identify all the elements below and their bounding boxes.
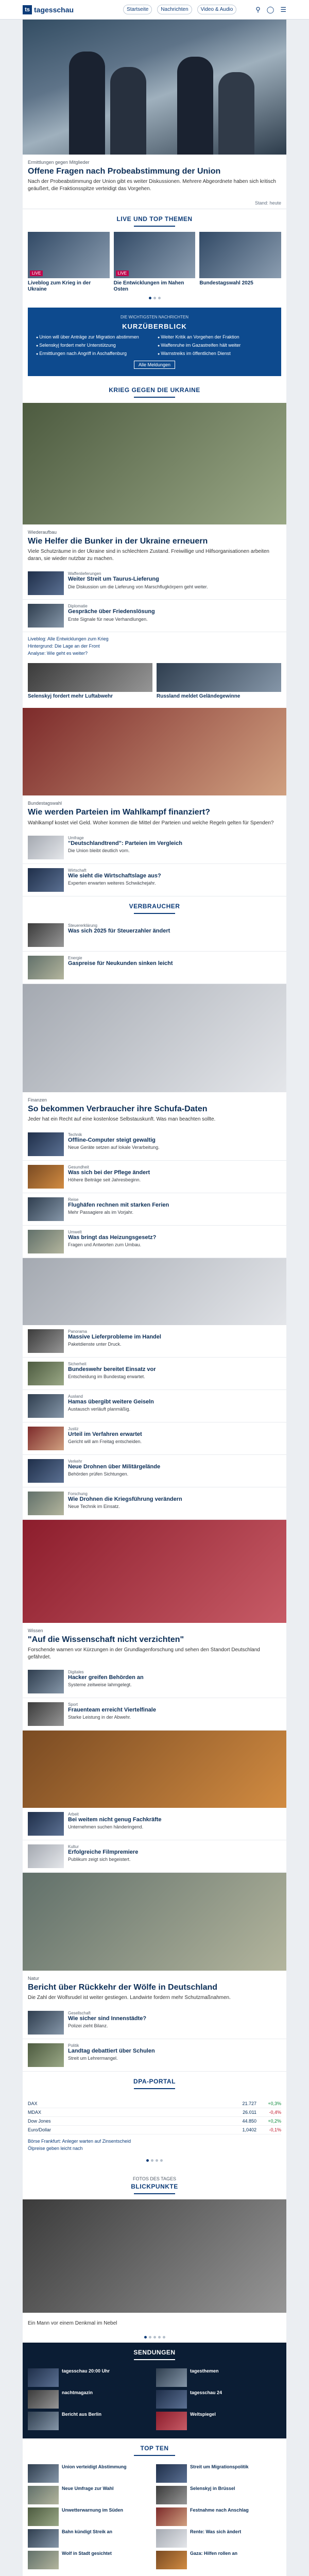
live-card-title: Die Entwicklungen im Nahen Osten xyxy=(113,280,184,293)
sendung-item[interactable]: Bericht aus Berlin xyxy=(28,2412,153,2430)
section-divider xyxy=(134,226,175,227)
section-divider xyxy=(134,2193,175,2194)
topten-title: TOP TEN xyxy=(140,2445,169,2452)
live-card[interactable] xyxy=(114,232,196,293)
kurz-sub: DIE WICHTIGSTEN NACHRICHTEN xyxy=(121,315,188,320)
ukraine-section-title: KRIEG GEGEN DIE UKRAINE xyxy=(109,386,200,394)
live-card-title: Bundestagswahl 2025 xyxy=(199,280,253,286)
user-icon[interactable]: ◯ xyxy=(266,5,274,13)
list-item[interactable]: Justiz Urteil im Verfahren erwartet Gericht will am Freitag entscheiden. xyxy=(23,1422,286,1455)
ukraine-two-col xyxy=(23,660,286,703)
list-item[interactable]: Gesellschaft Wie sicher sind Innenstädte? Polizei zieht Bilanz. xyxy=(23,2007,286,2039)
nav-nachrichten[interactable]: Nachrichten xyxy=(157,5,192,14)
top-nav xyxy=(123,5,236,14)
list-item[interactable]: Kultur Erfolgreiche Filmpremiere Publikum zeigt sich begeistert. xyxy=(23,1840,286,1873)
ukraine-links xyxy=(23,632,286,660)
feature-teaser: Wahlkampf kostet viel Geld. Woher kommen die Mittel der Parteien und welche Regeln gelten für Spenden? xyxy=(28,820,274,826)
kurz-item[interactable]: ● Selenskyj fordert mehr Unterstützung xyxy=(36,343,151,349)
ukraine-image[interactable] xyxy=(23,403,286,524)
live-cards xyxy=(23,232,286,293)
schufa-image[interactable] xyxy=(23,984,286,1092)
carousel-dots[interactable] xyxy=(23,2332,286,2343)
wissen-headline[interactable]: "Auf die Wissenschaft nicht verzichten" xyxy=(28,1635,184,1644)
dpa-section-title: DPA-PORTAL xyxy=(133,2077,176,2085)
topten-item[interactable]: Selenskyj in Brüssel xyxy=(156,2486,281,2504)
related-link[interactable]: Hintergrund: Die Lage an der Front xyxy=(28,643,100,649)
topten-item[interactable]: Unwetterwarnung im Süden xyxy=(28,2507,153,2526)
nature-headline[interactable]: Bericht über Rückkehr der Wölfe in Deutschland xyxy=(28,1983,218,1992)
list-item[interactable]: Umfrage "Deutschlandtrend": Parteien im Vergleich Die Union bleibt deutlich vorn. xyxy=(23,832,286,864)
list-item[interactable]: Technik Offline-Computer steigt gewaltig Neue Geräte setzen auf lokale Verarbeitung. xyxy=(23,1128,286,1161)
top-bar xyxy=(0,0,309,20)
list-item[interactable]: Umwelt Was bringt das Heizungsgesetz? Fragen und Antworten zum Umbau. xyxy=(23,1226,286,1258)
logo-mark: ts xyxy=(23,5,32,14)
section-divider xyxy=(134,397,175,398)
list-item[interactable]: Sicherheit Bundeswehr bereitet Einsatz vor Entscheidung im Bundestag erwartet. xyxy=(23,1358,286,1390)
list-item[interactable]: Arbeit Bei weitem nicht genug Fachkräfte Unternehmen suchen händeringend. xyxy=(23,1808,286,1840)
dpa-news[interactable]: Börse Frankfurt: Anleger warten auf Zinsentscheid xyxy=(28,2138,131,2144)
sendung-item[interactable]: tagesschau 24 xyxy=(156,2390,281,2409)
teaser-card[interactable]: Selenskyj fordert mehr Luftabwehr xyxy=(28,663,152,700)
dpa-news[interactable]: Ölpreise geben leicht nach xyxy=(28,2145,83,2151)
list-item[interactable]: Forschung Wie Drohnen die Kriegsführung verändern Neue Technik im Einsatz. xyxy=(23,1487,286,1520)
menu-icon[interactable]: ☰ xyxy=(280,5,286,13)
list-item[interactable]: Diplomatie Gespräche über Friedenslösung Erste Signale für neue Verhandlungen. xyxy=(23,600,286,632)
nav-startseite[interactable]: Startseite xyxy=(123,5,152,14)
hero-meta: Stand: heute xyxy=(23,197,286,209)
carousel-dots[interactable] xyxy=(28,2155,281,2166)
nav-video-audio[interactable]: Video & Audio xyxy=(197,5,237,14)
section-divider xyxy=(134,2088,175,2089)
kurz-item[interactable]: ● Ermittlungen nach Angriff in Aschaffenburg xyxy=(36,351,151,357)
ukraine-headline[interactable]: Wie Helfer die Bunker in der Ukraine erneuern xyxy=(28,537,208,546)
live-badge: LIVE xyxy=(30,270,43,276)
market-row[interactable]: DAX 21.727 +0,3% xyxy=(28,2099,281,2108)
topten-item[interactable]: Streit um Migrationspolitik xyxy=(156,2464,281,2483)
wissen-image[interactable] xyxy=(23,1520,286,1623)
blickpunkte-caption: Ein Mann vor einem Denkmal im Nebel xyxy=(28,2320,117,2326)
topten-item[interactable]: Bahn kündigt Streik an xyxy=(28,2529,153,2548)
thumbnail xyxy=(28,604,64,628)
list-item[interactable]: Verkehr Neue Drohnen über Militärgelände Behörden prüfen Sichtungen. xyxy=(23,1455,286,1487)
sendung-item[interactable]: tagesschau 20:00 Uhr xyxy=(28,2368,153,2387)
market-row[interactable]: Euro/Dollar 1,0402 -0,1% xyxy=(28,2126,281,2134)
list-item[interactable]: Politik Landtag debattiert über Schulen Streit um Lehrermangel. xyxy=(23,2039,286,2072)
topten-list xyxy=(23,2461,286,2572)
logo[interactable] xyxy=(23,5,74,14)
topten-item[interactable]: Union verteidigt Abstimmung xyxy=(28,2464,153,2483)
feature-image[interactable] xyxy=(23,1258,286,1325)
related-link[interactable]: Liveblog: Alle Entwicklungen zum Krieg xyxy=(28,636,109,642)
list-item[interactable]: Energie Gaspreise für Neukunden sinken leicht xyxy=(23,952,286,984)
list-item[interactable]: Panorama Massive Lieferprobleme im Handel Paketdienste unter Druck. xyxy=(23,1325,286,1358)
list-item[interactable]: Waffenlieferungen Weiter Streit um Taurus-Lieferung Die Diskussion um die Lieferung von Marschflugkörpern geht weiter. xyxy=(23,567,286,600)
topten-item[interactable]: Gaza: Hilfen rollen an xyxy=(156,2551,281,2569)
feature-image[interactable] xyxy=(23,708,286,795)
market-row[interactable]: MDAX 26.011 -0,4% xyxy=(28,2108,281,2117)
nature-image[interactable] xyxy=(23,1873,286,1971)
list-item[interactable]: Wirtschaft Wie sieht die Wirtschaftslage aus? Experten erwarten weiteres Schwächejahr. xyxy=(23,864,286,896)
live-card[interactable] xyxy=(199,232,281,293)
topten-item[interactable]: Neue Umfrage zur Wahl xyxy=(28,2486,153,2504)
kurz-list xyxy=(36,334,273,357)
feature-image[interactable] xyxy=(23,1731,286,1808)
topten-item[interactable]: Rente: Was sich ändert xyxy=(156,2529,281,2548)
list-item[interactable]: Digitales Hacker greifen Behörden an Systeme zeitweise lahmgelegt. xyxy=(23,1666,286,1698)
thumbnail xyxy=(28,571,64,595)
feature-headline[interactable]: Wie werden Parteien im Wahlkampf finanziert? xyxy=(28,808,210,817)
sendung-item[interactable]: nachtmagazin xyxy=(28,2390,153,2409)
kurz-item[interactable]: ● Union will über Anträge zur Migration abstimmen xyxy=(36,334,151,341)
logo-text: tagesschau xyxy=(34,5,74,14)
search-icon[interactable]: ⚲ xyxy=(255,5,261,13)
ukraine-kicker: Wiederaufbau xyxy=(28,530,57,535)
sendung-item[interactable]: Weltspiegel xyxy=(156,2412,281,2430)
kurz-more-button[interactable]: Alle Meldungen xyxy=(134,361,175,369)
live-badge: LIVE xyxy=(116,270,129,276)
main-content: Ermittlungen gegen Mitglieder Offene Fragen nach Probeabstimmung der Union Nach der Probeabstimmung der Union gibt es weiter Diskussionen. Mehrere Abgeordnete haben sich kritisch geäußert, die Fraktionsspitze verteidigt das Vorgehen. Stand: heute LIVE UND TOP THEMEN LIVE Liveblog zum Krieg in der Ukraine LIVE Die Entwicklungen im Nahen Osten Bundestagswahl 2025 DIE WICHTIGSTEN NACHRICHTEN KURZÜBERBLICK ● Union will über Anträge zur Migration abstimmen ● Weiter Kritik an Vorgehen der Fraktion ● Selenskyj fordert mehr Unterstützung ● Waffenruhe im Gazastreifen hält weiter ● Ermittlungen nach Angriff in Aschaffenburg ● Warnstreiks im öffentlichen Dienst Alle Meldungen KRIEG GEGEN DIE UKRAINE Wiederaufbau Wie Helfer die Bunker in der Ukraine erneuern Viele Schutzräume in der Ukraine sind in schlechtem Zustand. Freiwillige und Hilfsorganisationen arbeiten daran, sie wieder nutzbar zu machen. Waffenlieferungen Weiter Streit um Taurus-Lieferung Die Diskussion um die Lieferung von Marschflugkörpern geht weiter. Diplomatie Gespräche über Friedenslösung Erste Signale für neue Verhandlungen. Liveblog: Alle Entwicklungen zum Krieg Hintergrund: Die Lage an der Front Analyse: Wie geht es weiter? Selenskyj fordert mehr Luftabwehr Russland meldet Geländegewinne Bundestagswahl Wie werden Parteien im Wahlkampf finanziert? Wahlkampf kostet viel Geld. Woher kommen die Mittel der Parteien und welche Regeln gelten für Spenden? Umfrage "Deutschlandtrend": Parteien im Vergleich Die Union bleibt deutlich vorn. Wirtschaft Wie sieht die Wirtschaftslage aus? Experten erwarten weiteres Schwächejahr. VERBRAUCHER Steuererklärung Was sich 2025 für Steuerzahler ändert Energie Gaspreise für Neukunden sinken leicht Finanzen So bekommen Verbraucher ihre Schufa-Daten Jeder hat ein Recht auf eine kostenlose Selbstauskunft. Was man beachten sollte. Technik Offline-Computer steigt gewaltig Neue Geräte setzen auf lokale Verarbeitung. Gesundheit Was sich bei der Pflege ändert Höhere Beiträge seit Jahresbeginn. Reise Flughäfen rechnen mit starken Ferien Mehr Passagiere als im Vorjahr. Umwelt Was bringt das Heizungsgesetz? Fragen und Antworten zum Umbau. Panorama Massive Lieferprobleme im Handel Paketdienste unter Druck. Sicherheit Bundeswehr bereitet Einsatz vor Entscheidung im Bundestag erwartet. Ausland Hamas übergibt weitere Geiseln Austausch verläuft planmäßig. Justiz Urteil im Verfahren erwartet Gericht will am Freitag entscheiden. Verkehr Neue Drohnen über Militärgelände Behörden prüfen Sichtungen. Forschung Wie Drohnen die Kriegsführung verändern Neue Technik im Einsatz. Wissen "Auf die Wissenschaft nicht verzichten" Forschende warnen vor Kürzungen in der Grundlagenforschung und sehen den Standort Deutschland gefährdet. Digitales Hacker greifen Behörden an Systeme zeitweise lahmgelegt. Sport Frauenteam erreicht Viertelfinale Starke Leistung in der Abwehr. Arbeit Bei weitem nicht genug Fachkräfte Unternehmen suchen händeringend. Kultur Erfolgreiche Filmpremiere Publikum zeigt sich begeistert. Natur Bericht über Rückkehr der Wölfe in Deutschland Die Zahl der Wolfsrudel ist weiter gestiegen. Landwirte fordern mehr Schutzmaßnahmen. Gesellschaft Wie sicher sind Innenstädte? Polizei zieht Bilanz. Politik Landtag debattiert über Schulen Streit um Lehrermangel. DPA-PORTAL DAX 21.727 +0,3% MDAX 26.011 -0,4% Dow Jones 44.850 +0,2% Euro/Dollar 1,0402 -0,1% Börse Frankfurt: Anleger warten auf Zinsentscheid Ölpreise geben leicht nach FOTOS DES TAGES BLICKPUNKTE Ein Mann vor einem Denkmal im Nebel SENDUNGEN tagesschau 20:00 Uhr tagesthemen nachtmagazin tagesschau 24 Bericht aus Berlin Weltspiegel TOP TEN Union verteidigt Abstimmung Streit um Migrationspolitik Neue Umfrage zur Wahl Selenskyj in Brüssel Unwetterwarnung im Süden Festnahme nach Anschlag Bahn kündigt Streik an Rente: Was sich ändert Wolf in Stadt gesichtet Gaza: Hilfen rollen an xyxy=(23,20,286,2576)
list-item[interactable]: Steuererklärung Was sich 2025 für Steuerzahler ändert xyxy=(23,919,286,952)
sendung-item[interactable]: tagesthemen xyxy=(156,2368,281,2387)
list-item[interactable]: Reise Flughäfen rechnen mit starken Ferien Mehr Passagiere als im Vorjahr. xyxy=(23,1193,286,1226)
hero-headline[interactable]: Offene Fragen nach Probeabstimmung der Union xyxy=(28,167,221,176)
hero-kicker: Ermittlungen gegen Mitglieder xyxy=(28,160,90,165)
carousel-dots[interactable] xyxy=(23,293,286,303)
kurz-title: KURZÜBERBLICK xyxy=(122,323,187,331)
dpa-portal xyxy=(23,2094,286,2171)
list-item[interactable]: Gesundheit Was sich bei der Pflege ändert Höhere Beiträge seit Jahresbeginn. xyxy=(23,1161,286,1193)
section-divider xyxy=(134,913,175,914)
kurzueberblick-box xyxy=(28,308,281,376)
kurz-item[interactable]: ● Waffenruhe im Gazastreifen hält weiter xyxy=(158,343,273,349)
sendungen-section: SENDUNGEN tagesschau 20:00 Uhr tagesthemen nachtmagazin tagesschau 24 Bericht aus Berlin Weltspiegel xyxy=(23,2343,286,2438)
blickpunkte-title: BLICKPUNKTE xyxy=(131,2182,178,2190)
schufa-headline[interactable]: So bekommen Verbraucher ihre Schufa-Daten xyxy=(28,1105,208,1114)
hero-text xyxy=(23,155,286,197)
kurz-item[interactable]: ● Weiter Kritik an Vorgehen der Fraktion xyxy=(158,334,273,341)
teaser-card[interactable]: Russland meldet Geländegewinne xyxy=(157,663,281,700)
topten-item[interactable]: Wolf in Stadt gesichtet xyxy=(28,2551,153,2569)
list-item[interactable]: Ausland Hamas übergibt weitere Geiseln Austausch verläuft planmäßig. xyxy=(23,1390,286,1422)
market-row[interactable]: Dow Jones 44.850 +0,2% xyxy=(28,2117,281,2126)
feature-kicker: Bundestagswahl xyxy=(28,801,62,806)
live-card[interactable] xyxy=(28,232,110,293)
live-section-title: LIVE UND TOP THEMEN xyxy=(116,215,193,223)
hero-teaser: Nach der Probeabstimmung der Union gibt es weiter Diskussionen. Mehrere Abgeordnete haben sich kritisch geäußert, die Fraktionsspitze verteidigt das Vorgehen. xyxy=(28,179,276,192)
hero-image[interactable] xyxy=(23,20,286,155)
ukraine-teaser: Viele Schutzräume in der Ukraine sind in schlechtem Zustand. Freiwillige und Hilfsorganisationen arbeiten daran, sie wieder nutzbar zu machen. xyxy=(28,549,269,562)
list-item[interactable]: Sport Frauenteam erreicht Viertelfinale Starke Leistung in der Abwehr. xyxy=(23,1698,286,1731)
verbraucher-section-title: VERBRAUCHER xyxy=(129,903,180,910)
kurz-item[interactable]: ● Warnstreiks im öffentlichen Dienst xyxy=(158,351,273,357)
top-actions xyxy=(255,6,286,14)
topten-item[interactable]: Festnahme nach Anschlag xyxy=(156,2507,281,2526)
blickpunkte-image[interactable] xyxy=(23,2199,286,2313)
related-link[interactable]: Analyse: Wie geht es weiter? xyxy=(28,651,88,656)
live-card-title: Liveblog zum Krieg in der Ukraine xyxy=(28,280,91,293)
